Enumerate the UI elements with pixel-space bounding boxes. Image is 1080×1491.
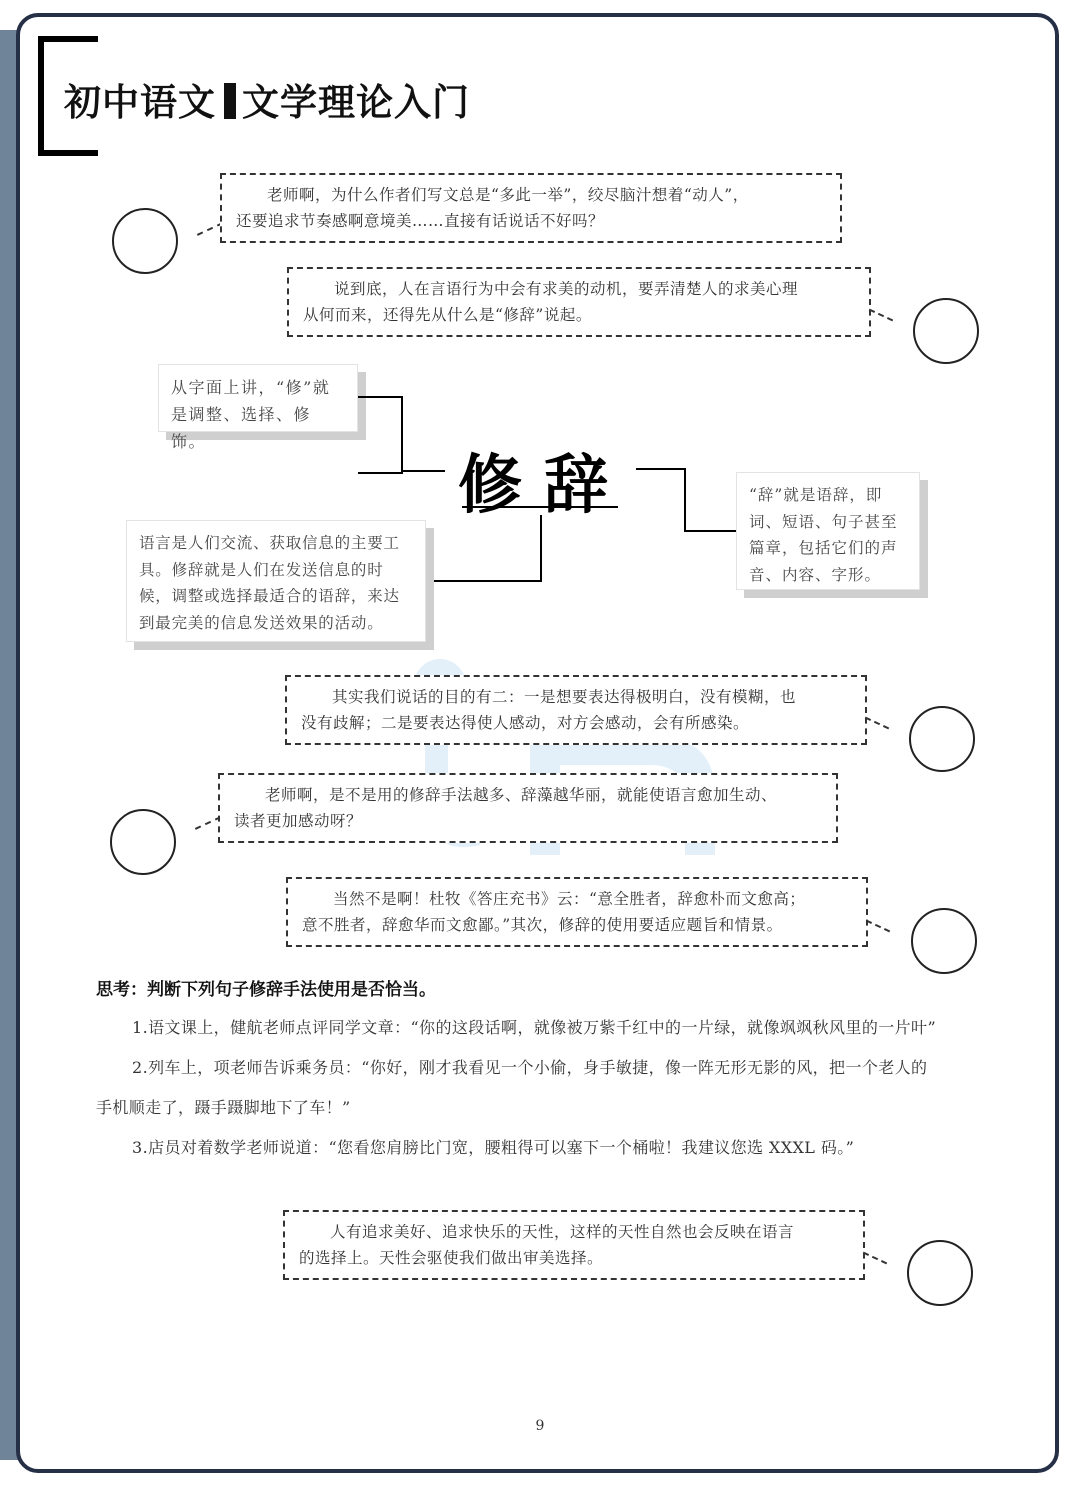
bubble-line: 没有歧解；二是要表达得使人感动，对方会感动，会有所感染。 [301,714,750,732]
bubble-line: 的选择上。天性会驱使我们做出审美选择。 [299,1249,604,1267]
speaker-avatar-student [112,208,178,274]
connector-def-end [426,580,542,582]
concept-box-xiu [158,364,358,451]
concept-line: 音、内容、字形。 [749,565,882,584]
central-term: 修辞 [458,448,630,523]
question-2-continued: 手机顺走了，蹑手蹑脚地下了车！” [96,1098,351,1117]
concept-line: 具。修辞就是人们在发送信息的时 [139,560,384,579]
page-number: 9 [535,1418,545,1434]
dialogue-bubble-2 [287,267,871,337]
question-2: 2.列车上，项老师告诉乘务员：“你好，刚才我看见一个小偷，身手敏捷，像一阵无形无影的风，把一个老人的 [132,1058,928,1077]
bubble-line: 意不胜者，辞愈华而文愈鄙。”其次，修辞的使用要适应题旨和情景。 [302,916,783,934]
bubble-line: 还要追求节奏感啊意境美……直接有话说话不好吗？ [236,212,605,230]
connector-ci-end [684,530,736,532]
bubble-line: 老师啊，为什么作者们写文总是“多此一举”，绞尽脑汁想着“动人”， [267,186,749,204]
concept-box-definition [126,520,426,642]
bubble-line: 人有追求美好、追求快乐的天性，这样的天性自然也会反映在语言 [330,1223,795,1241]
header-topic: 文学理论入门 [242,80,470,124]
connector-xiu-end [401,470,445,472]
speaker-avatar-teacher [911,908,977,974]
dialogue-bubble-6 [283,1210,865,1280]
concept-line: 词、短语、句子甚至 [749,512,898,531]
concept-line: 到最完美的信息发送效果的活动。 [139,613,384,632]
header-subject: 初中语文 [64,80,216,124]
dialogue-bubble-3 [285,675,867,745]
concept-line: 语言是人们交流、获取信息的主要工 [139,534,400,552]
concept-line: 候，调整或选择最适合的语辞，来达 [139,587,400,605]
bubble-line: 当然不是啊！杜牧《答庄充书》云：“意全胜者，辞愈朴而文愈高； [333,890,806,908]
concept-line: 是调整、选择、修饰。 [171,405,312,451]
concept-line: 从字面上讲，“修”就 [171,378,331,397]
concept-line: “辞”就是语辞，即 [749,486,883,504]
bubble-line: 说到底，人在言语行为中会有求美的动机，要弄清楚人的求美心理 [334,280,799,298]
bubble-line: 老师啊，是不是用的修辞手法越多、辞藻越华丽，就能使语言愈加生动、 [265,786,778,804]
dialogue-bubble-4 [218,773,838,843]
dialogue-bubble-5 [286,877,868,947]
header-title [64,72,470,126]
speaker-avatar-teacher [909,706,975,772]
dialogue-bubble-1 [220,173,842,243]
central-term-underline [462,506,618,508]
bubble-line: 其实我们说话的目的有二：一是想要表达得极明白，没有模糊，也 [332,688,797,706]
connector-xiu [358,396,403,474]
bubble-line: 从何而来，还得先从什么是“修辞”说起。 [303,306,592,324]
concept-box-ci [736,472,920,590]
speaker-avatar-teacher [907,1240,973,1306]
connector-ci [636,468,686,532]
connector-def [540,515,544,580]
header-divider [224,83,236,119]
concept-line: 篇章，包括它们的声 [749,539,898,557]
speaker-avatar-teacher [913,298,979,364]
speaker-avatar-student [110,809,176,875]
question-1: 1.语文课上，健航老师点评同学文章：“你的这段话啊，就像被万紫千红中的一片绿，就像飒飒秋风里的一片叶” [132,1018,937,1037]
exercise-title: 思考：判断下列句子修辞手法使用是否恰当。 [96,980,436,1000]
bubble-line: 读者更加感动呀？ [234,812,363,830]
question-3: 3.店员对着数学老师说道：“您看您肩膀比门宽，腰粗得可以塞下一个桶啦！我建议您选 XXXL 码。” [132,1138,855,1157]
